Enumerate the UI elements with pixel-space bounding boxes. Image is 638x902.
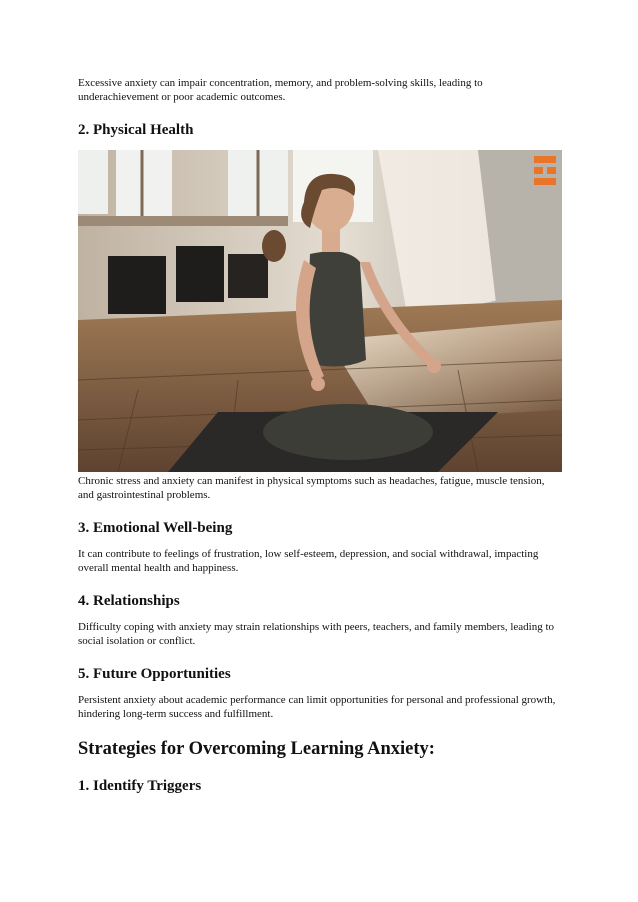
physical-health-paragraph: Chronic stress and anxiety can manifest in physical symptoms such as headaches, fatigue, muscle tension, and gastrointestinal problems. bbox=[78, 475, 545, 501]
heading-emotional-well-being: 3. Emotional Well-being bbox=[78, 520, 233, 536]
strategies-heading: Strategies for Overcoming Learning Anxiety: bbox=[78, 739, 435, 759]
heading-identify-triggers: 1. Identify Triggers bbox=[78, 778, 202, 794]
emotional-well-being-paragraph: It can contribute to feelings of frustration, low self-esteem, depression, and social withdrawal, impacting overall mental health and happiness. bbox=[78, 548, 539, 574]
document-page bbox=[78, 76, 562, 795]
relationships-paragraph: Difficulty coping with anxiety may strain relationships with peers, teachers, and family members, leading to social isolation or conflict. bbox=[78, 621, 555, 647]
intro-paragraph: Excessive anxiety can impair concentration, memory, and problem-solving skills, leading to underachievement or poor academic outcomes. bbox=[78, 77, 483, 103]
meditation-photo bbox=[78, 150, 562, 472]
future-opportunities-paragraph: Persistent anxiety about academic performance can limit opportunities for personal and professional growth, hindering long-term success and fulfillment. bbox=[78, 694, 556, 720]
heading-relationships: 4. Relationships bbox=[78, 593, 180, 609]
heading-future-opportunities: 5. Future Opportunities bbox=[78, 666, 231, 682]
brand-logo-icon bbox=[534, 156, 556, 186]
heading-physical-health: 2. Physical Health bbox=[78, 122, 194, 138]
